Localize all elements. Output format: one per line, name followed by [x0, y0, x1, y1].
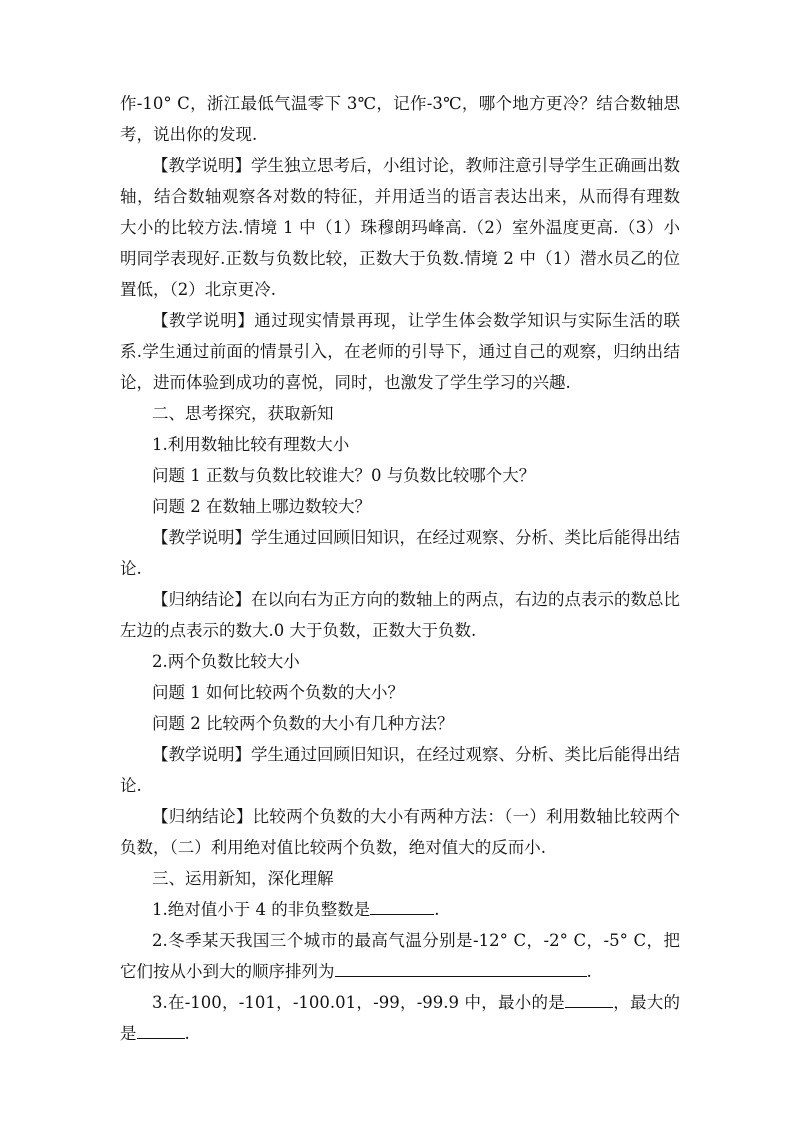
exercise-3-text: 3.在-100，-101，-100.01，-99，-99.9 中，最小的是: [152, 993, 566, 1012]
section-heading-3: 三、运用新知，深化理解: [152, 869, 334, 888]
answer-blank-3a[interactable]: [565, 989, 613, 1008]
answer-blank-2[interactable]: [335, 958, 587, 977]
question-1a: 问题 1 正数与负数比较谁大？0 与负数比较哪个大？: [152, 466, 536, 485]
paragraph-teaching-note-1: 【教学说明】学生独立思考后，小组讨论，教师注意引导学生正确画出数轴，结合数轴观察各对数的特征，并用适当的语言表达出来，从而得有理数大小的比较方法.情境 1 中（1）珠穆朗玛峰高.（2）室外温度更高.（3）小明同学表现好.正数与负数比较，正数大于负数.情境 2 中（1）潜水员乙的位置低，（2）北京更冷.: [120, 156, 680, 299]
paragraph-conclusion-1: 【归纳结论】在以向右为正方向的数轴上的两点，右边的点表示的数总比左边的点表示的数大.0 大于负数，正数大于负数.: [120, 590, 680, 640]
section-heading-2: 二、思考探究，获取新知: [152, 404, 334, 423]
paragraph-intro-continuation: 作-10° C，浙江最低气温零下 3℃，记作-3℃，哪个地方更冷？结合数轴思考，说出你的发现.: [120, 94, 680, 144]
paragraph-conclusion-2: 【归纳结论】比较两个负数的大小有两种方法：（一）利用数轴比较两个负数，（二）利用绝对值比较两个负数，绝对值大的反而小.: [120, 807, 680, 857]
exercise-3: [120, 987, 680, 1049]
exercise-2: [120, 925, 680, 987]
exercise-2-text: 2.冬季某天我国三个城市的最高气温分别是-12° C，-2° C，-5° C，把它们按从小到大的顺序排列为: [120, 931, 680, 981]
paragraph-teaching-note-2: 【教学说明】通过现实情景再现，让学生体会数学知识与实际生活的联系.学生通过前面的情景引入，在老师的引导下，通过自己的观察，归纳出结论，进而体验到成功的喜悦，同时，也激发了学生学习的兴趣.: [120, 311, 680, 392]
answer-blank-3b[interactable]: [137, 1020, 185, 1039]
exercise-2-end: .: [586, 962, 592, 981]
paragraph-teaching-note-4: 【教学说明】学生通过回顾旧知识，在经过观察、分析、类比后能得出结论.: [120, 745, 680, 795]
subheading-negative-numbers: 2.两个负数比较大小: [152, 652, 300, 671]
subheading-number-line: 1.利用数轴比较有理数大小: [152, 435, 350, 454]
answer-blank-1[interactable]: [370, 896, 434, 915]
paragraph-teaching-note-3: 【教学说明】学生通过回顾旧知识，在经过观察、分析、类比后能得出结论.: [120, 528, 680, 578]
exercise-3-end: .: [184, 1024, 190, 1043]
exercise-3-middle: ，最大的是: [120, 993, 681, 1043]
document-page: [120, 88, 680, 1049]
question-2a: 问题 2 在数轴上哪边数较大？: [152, 497, 371, 516]
exercise-1-text: 1.绝对值小于 4 的非负整数是: [152, 900, 371, 919]
exercise-1-end: .: [434, 900, 440, 919]
question-1b: 问题 1 如何比较两个负数的大小？: [152, 683, 404, 702]
exercise-1: [120, 894, 680, 925]
question-2b: 问题 2 比较两个负数的大小有几种方法？: [152, 714, 454, 733]
